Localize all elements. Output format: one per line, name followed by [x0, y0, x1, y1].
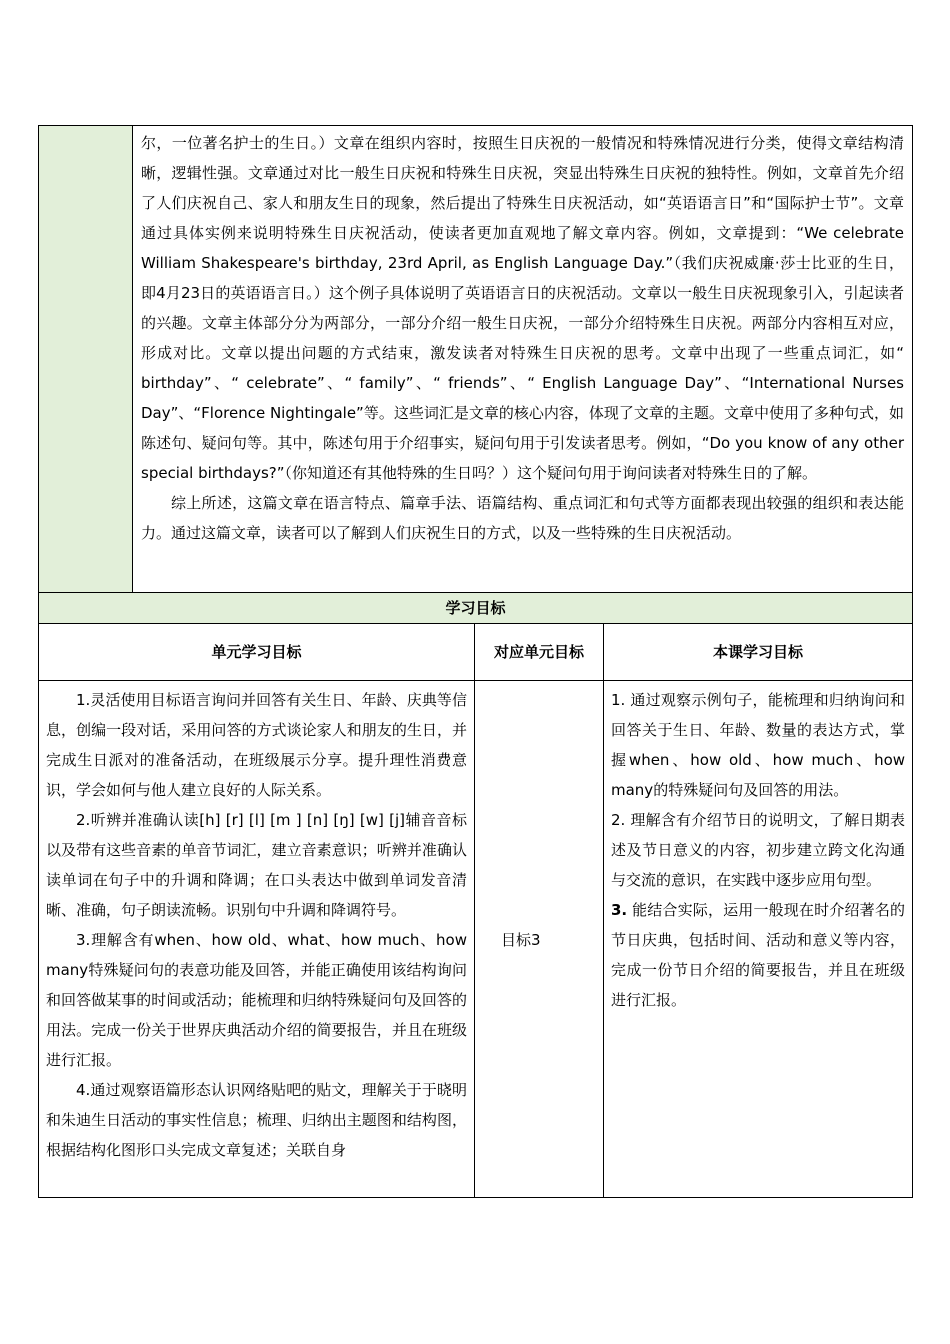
header-lesson-goals: 本课学习目标	[604, 624, 913, 681]
lesson-goal-item: 2. 理解含有介绍节日的说明文，了解日期表述及节日意义的内容，初步建立跨文化沟通与交流的意识，在实践中逐步应用句型。	[611, 811, 906, 889]
header-unit-goals: 单元学习目标	[39, 624, 475, 681]
lesson-goals-cell	[604, 681, 913, 1198]
goals-header-row	[39, 624, 913, 681]
unit-goal-item: 4.通过观察语篇形态认识网络贴吧的贴文，理解关于于晓明和朱迪生日活动的事实性信息；梳理、归纳出主题图和结构图，根据结构化图形口头完成文章复述；关联自身	[46, 1081, 467, 1159]
goals-body-row	[39, 681, 913, 1198]
section-title: 学习目标	[39, 593, 913, 624]
unit-goal-item: 1.灵活使用目标语言询问并回答有关生日、年龄、庆典等信息，创编一段对话，采用问答的方式谈论家人和朋友的生日，并完成生日派对的准备活动，在班级展示分享。提升理性消费意识，学会如何与他人建立良好的人际关系。	[46, 691, 467, 799]
analysis-label-cell	[39, 126, 133, 593]
goals-table	[38, 592, 913, 1198]
analysis-table	[38, 125, 913, 593]
lesson-goal-item: 3. 能结合实际，运用一般现在时介绍著名的节日庆典，包括时间、活动和意义等内容，完成一份节日介绍的简要报告，并且在班级进行汇报。	[611, 901, 906, 1009]
unit-goal-item: 2.听辨并准确认读[h] [r] [l] [m ] [n] [ŋ] [w] [j]辅音音标以及带有这些音素的单音节词汇，建立音素意识；听辨并准确认读单词在句子中的升调和降调；在口头表达中做到单词发音清晰、准确，句子朗读流畅。识别句中升调和降调符号。	[46, 811, 467, 919]
analysis-paragraph-1: 尔，一位著名护士的生日。）文章在组织内容时，按照生日庆祝的一般情况和特殊情况进行分类，使得文章结构清晰，逻辑性强。文章通过对比一般生日庆祝和特殊生日庆祝，突显出特殊生日庆祝的独特性。例如，文章首先介绍了人们庆祝自己、家人和朋友生日的现象，然后提出了特殊生日庆祝活动，如“英语语言日”和“国际护士节”。文章通过具体实例来说明特殊生日庆祝活动，使读者更加直观地了解文章内容。例如，文章提到：“We celebrate William Shakespeare's birthday, 23rd April, as English Language Day.”（我们庆祝威廉·莎士比亚的生日，即4月23日的英语语言日。）这个例子具体说明了英语语言日的庆祝活动。文章以一般生日庆祝现象引入，引起读者的兴趣。文章主体部分分为两部分，一部分介绍一般生日庆祝，一部分介绍特殊生日庆祝。两部分内容相互对应，形成对比。文章以提出问题的方式结束，激发读者对特殊生日庆祝的思考。文章中出现了一些重点词汇，如“ birthday”、“ celebrate”、“ family”、“ friends”、“ English Language Day”、“International Nurses Day”、“Florence Nightingale”等。这些词汇是文章的核心内容，体现了文章的主题。文章中使用了多种句式，如陈述句、疑问句等。其中，陈述句用于介绍事实，疑问句用于引发读者思考。例如，“Do you know of any other special birthdays?”（你知道还有其他特殊的生日吗？）这个疑问句用于询问读者对特殊生日的了解。	[141, 134, 904, 482]
analysis-row	[39, 126, 913, 593]
document-page	[38, 125, 912, 1198]
lesson-goal-item: 1. 通过观察示例句子，能梳理和归纳询问和回答关于生日、年龄、数量的表达方式，掌握when、how old、how much、how many的特殊疑问句及回答的用法。	[611, 691, 906, 799]
unit-goals-cell	[39, 681, 475, 1198]
mapping-cell: 目标3	[475, 681, 604, 1198]
header-mapping: 对应单元目标	[475, 624, 604, 681]
analysis-paragraph-2: 综上所述，这篇文章在语言特点、篇章手法、语篇结构、重点词汇和句式等方面都表现出较强的组织和表达能力。通过这篇文章，读者可以了解到人们庆祝生日的方式，以及一些特殊的生日庆祝活动。	[141, 494, 904, 542]
unit-goal-item: 3.理解含有when、how old、what、how much、how many特殊疑问句的表意功能及回答，并能正确使用该结构询问和回答做某事的时间或活动；能梳理和归纳特殊疑问句及回答的用法。完成一份关于世界庆典活动介绍的简要报告，并且在班级进行汇报。	[46, 931, 467, 1069]
analysis-text-cell	[133, 126, 913, 593]
